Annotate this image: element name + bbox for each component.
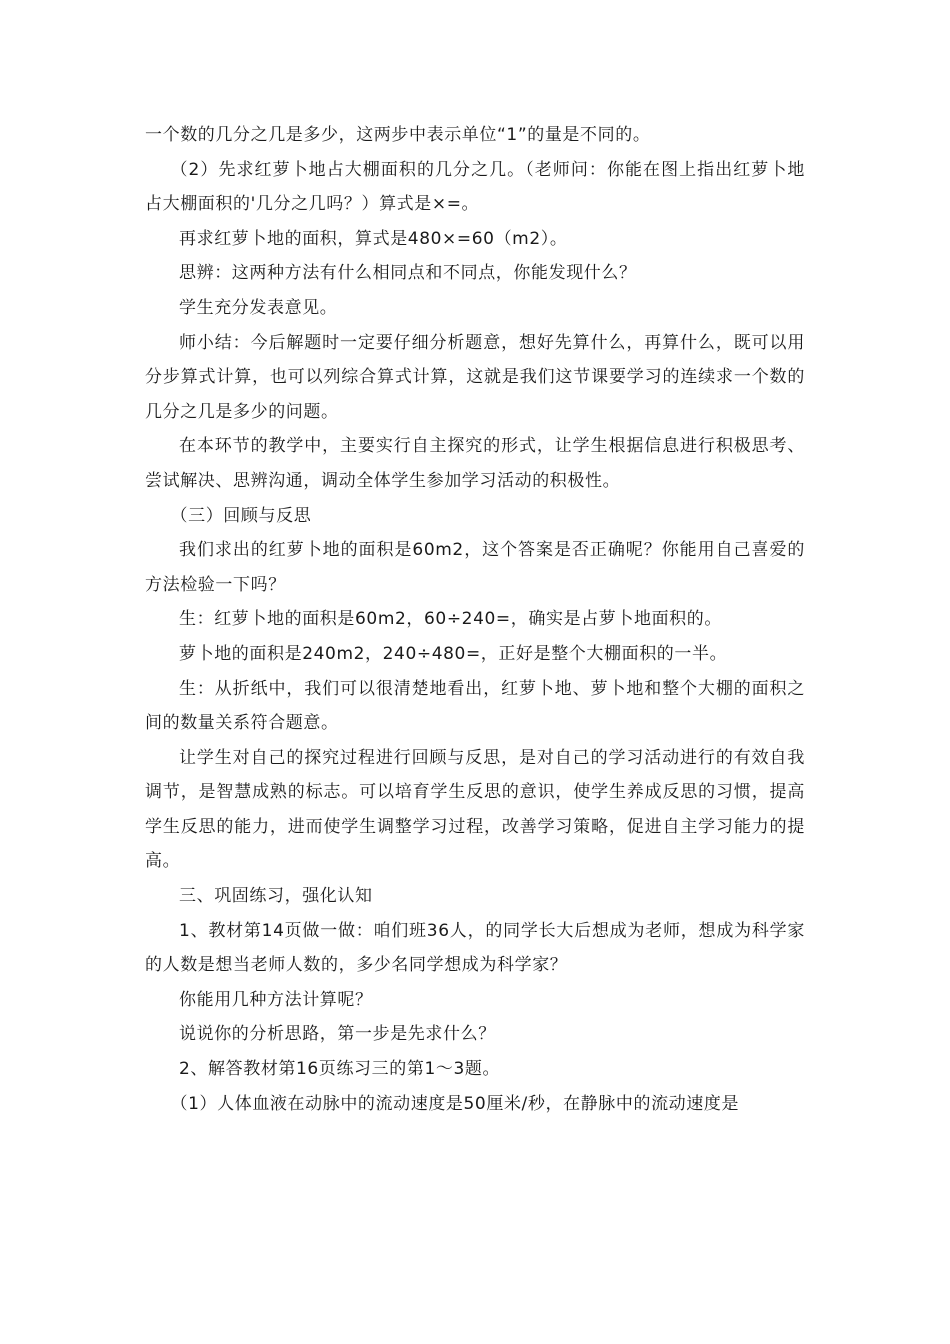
paragraph-1: 一个数的几分之几是多少，这两步中表示单位“1”的量是不同的。: [145, 125, 651, 145]
paragraph-2: （2）先求红萝卜地占大棚面积的几分之几。（老师问：你能在图上指出红萝卜地占大棚面积的'几分之几吗？）算式是×=。: [145, 159, 805, 215]
paragraph-17: 说说你的分析思路，第一步是先求什么？: [179, 1024, 496, 1045]
paragraph-9: 我们求出的红萝卜地的面积是60m2，这个答案是否正确呢？你能用自己喜爱的方法检验一下吗？: [145, 540, 805, 595]
paragraph-3: 再求红萝卜地的面积，算式是480×=60（m2）。: [179, 228, 568, 249]
paragraph-6: 师小结：今后解题时一定要仔细分析题意，想好先算什么，再算什么，既可以用分步算式计算，也可以列综合算式计算，这就是我们这节课要学习的连续求一个数的几分之几是多少的问题。: [145, 332, 805, 422]
paragraph-12: 生：从折纸中，我们可以很清楚地看出，红萝卜地、萝卜地和整个大棚的面积之间的数量关系符合题意。: [145, 678, 805, 734]
paragraph-16: 你能用几种方法计算呢？: [179, 989, 373, 1010]
section-heading-practice: 三、巩固练习，强化认知: [179, 886, 373, 907]
paragraph-4: 思辨：这两种方法有什么相同点和不同点，你能发现什么？: [179, 263, 637, 284]
paragraph-7: 在本环节的教学中，主要实行自主探究的形式，让学生根据信息进行积极思考、尝试解决、思辨沟通，调动全体学生参加学习活动的积极性。: [145, 436, 805, 491]
section-heading-review: （三）回顾与反思: [170, 505, 312, 526]
paragraph-18: 2、解答教材第16页练习三的第1～3题。: [179, 1059, 501, 1080]
paragraph-10: 生：红萝卜地的面积是60m2，60÷240=，确实是占萝卜地面积的。: [179, 609, 722, 630]
paragraph-15: 1、教材第14页做一做：咱们班36人，的同学长大后想成为老师，想成为科学家的人数是想当老师人数的，多少名同学想成为科学家？: [145, 920, 805, 976]
paragraph-19: （1）人体血液在动脉中的流动速度是50厘米/秒，在静脉中的流动速度是: [170, 1093, 740, 1114]
paragraph-5: 学生充分发表意见。: [179, 297, 338, 318]
paragraph-11: 萝卜地的面积是240m2，240÷480=，正好是整个大棚面积的一半。: [179, 643, 728, 664]
document-body: [145, 118, 805, 1121]
paragraph-13: 让学生对自己的探究过程进行回顾与反思，是对自己的学习活动进行的有效自我调节，是智慧成熟的标志。可以培育学生反思的意识，使学生养成反思的习惯，提高学生反思的能力，进而使学生调整学习过程，改善学习策略，促进自主学习能力的提高。: [145, 747, 805, 872]
